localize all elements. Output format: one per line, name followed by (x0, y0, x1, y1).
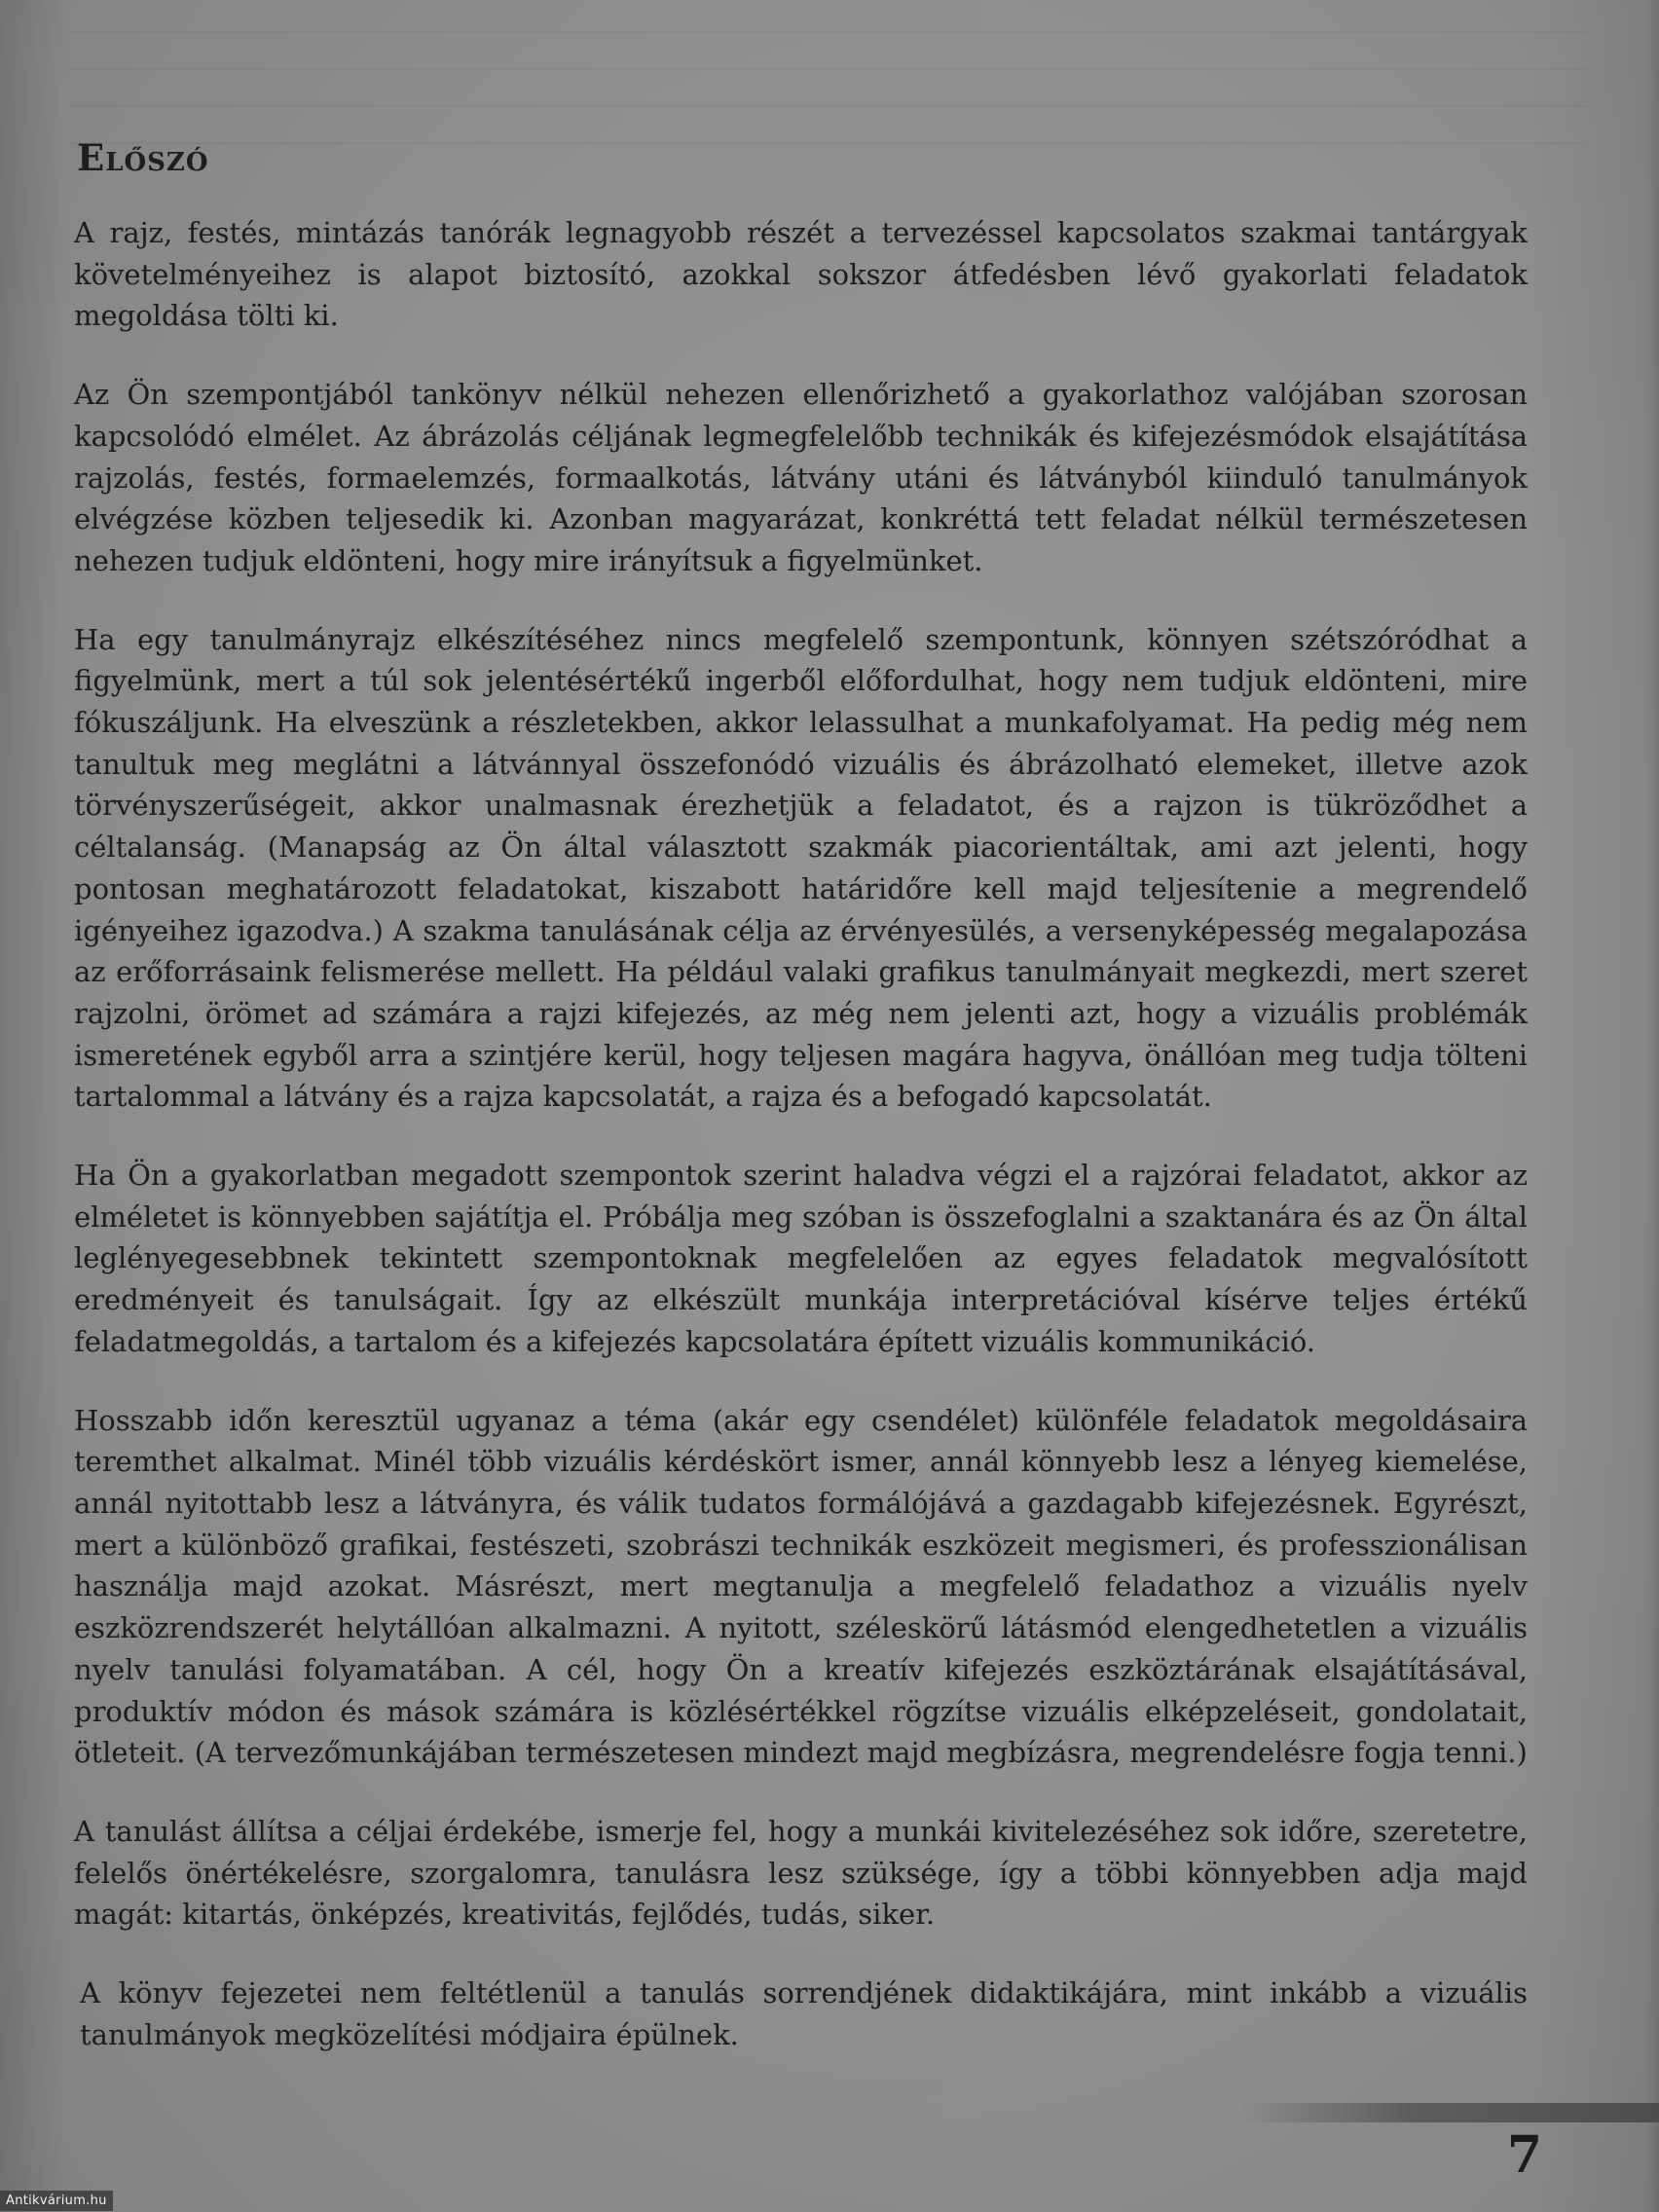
bleed-through-text (68, 18, 1587, 144)
paragraph-4: Ha Ön a gyakorlatban megadott szempontok szerint haladva végzi el a rajzórai feladatot, akkor az elméletet is könnyebben sajátítja el. Próbálja meg szóban is összefoglalni a szaktanára és az Ön által leglényegesebbnek tekintett szempontoknak megfelelően az egyes feladatok megvalósított eredményeit és tanulságait. Így az elkészült munkája interpretációval kísérve teljes értékű feladatmegoldás, a tartalom és a kifejezés kapcsolatára épített vizuális kommunikáció. (74, 1159, 1528, 1358)
paragraph-5: Hosszabb időn keresztül ugyanaz a téma (akár egy csendélet) különféle feladatok megoldásaira teremthet alkalmat. Minél több vizuális kérdéskört ismer, annál könnyebb lesz a lényeg kiemelése, annál nyitottabb lesz a látványra, és válik tudatos formálójává a gazdagabb kifejezésnek. Egyrészt, mert a különböző grafikai, festészeti, szobrászi technikák eszközeit megismeri, és professzionálisan használja majd azokat. Másrészt, mert megtanulja a megfelelő feladathoz a vizuális nyelv eszközrendszerét helytállóan alkalmazni. A nyitott, széleskörű látásmód elengedhetetlen a vizuális nyelv tanulási folyamatában. A cél, hogy Ön a kreatív kifejezés eszköztárának elsajátításával, produktív módon és mások számára is közlésértékkel rögzítse vizuális elképzeléseit, gondolatait, ötleteit. (A tervezőmunkájában természetesen mindezt majd megbízásra, megrendelésre fogja tenni.) (74, 1403, 1528, 1770)
paragraph-7: A könyv fejezetei nem feltétlenül a tanulás sorrendjének didaktikájára, mint inkább a vizuális tanulmányok megközelítési módjaira épülnek. (80, 1976, 1528, 2051)
watermark-link[interactable]: Antikvárium.hu (0, 2191, 113, 2211)
page-number: 7 (1506, 2125, 1543, 2185)
paragraph-2: Az Ön szempontjából tankönyv nélkül nehezen ellenőrizhető a gyakorlathoz valójában szorosan kapcsolódó elmélet. Az ábrázolás céljának legmegfelelőbb technikák és kifejezésmódok elsajátítása rajzolás, festés, formaelemzés, formaalkotás, látvány utáni és látványból kiinduló tanulmányok elvégzése közben teljesedik ki. Azonban magyarázat, konkréttá tett feladat nélkül természetesen nehezen tudjuk eldönteni, hogy mire irányítsuk a figyelmünket. (74, 378, 1528, 577)
paragraph-3: Ha egy tanulmányrajz elkészítéséhez nincs megfelelő szempontunk, könnyen szétszóródhat a figyelmünk, mert a túl sok jelentésértékű ingerből előfordulhat, hogy nem tudjuk eldönteni, mire fókuszáljunk. Ha elveszünk a részletekben, akkor lelassulhat a munkafolyamat. Ha pedig még nem tanultuk meg meglátni a látvánnyal összefonódó vizuális és ábrázolható elemeket, illetve azok törvényszerűségeit, akkor unalmasnak érezhetjük a feladatot, és a rajzon is tükröződhet a céltalanság. (Manapság az Ön által választott szakmák piacorientáltak, ami azt jelenti, hogy pontosan meghatározott feladatokat, kiszabott határidőre kell majd teljesítenie a megrendelő igényeihez igazodva.) A szakma tanulásának célja az érvényesülés, a versenyképesség megalapozása az erőforrásaink felismerése mellett. Ha például valaki grafikus tanulmányait megkezdi, mert szeret rajzolni, örömet ad számára a rajzi kifejezés, az még nem jelenti azt, hogy a vizuális problémák ismeretének egyből arra a szintjére kerül, hogy teljesen magára hagyva, önállóan meg tudja tölteni tartalommal a látvány és a rajza kapcsolatát, a rajza és a befogadó kapcsolatát. (74, 622, 1528, 1114)
page-edge-shadow (1645, 0, 1659, 2212)
paragraph-6: A tanulást állítsa a céljai érdekébe, ismerje fel, hogy a munkái kivitelezéséhez sok időre, szeretetre, felelős önértékelésre, szorgalomra, tanulásra lesz szüksége, így a többi könnyebben adja majd magát: kitartás, önképzés, kreativitás, fejlődés, tudás, siker. (74, 1814, 1528, 1932)
paragraph-1: A rajz, festés, mintázás tanórák legnagyobb részét a tervezéssel kapcsolatos szakmai tantárgyak követelményeihez is alapot biztosító, azokkal sokszor átfedésben lévő gyakorlati feladatok megoldása tölti ki. (74, 216, 1528, 333)
body-text (74, 212, 1528, 2092)
footer-bar (1242, 2103, 1659, 2122)
page-title: Előszó (77, 136, 209, 179)
